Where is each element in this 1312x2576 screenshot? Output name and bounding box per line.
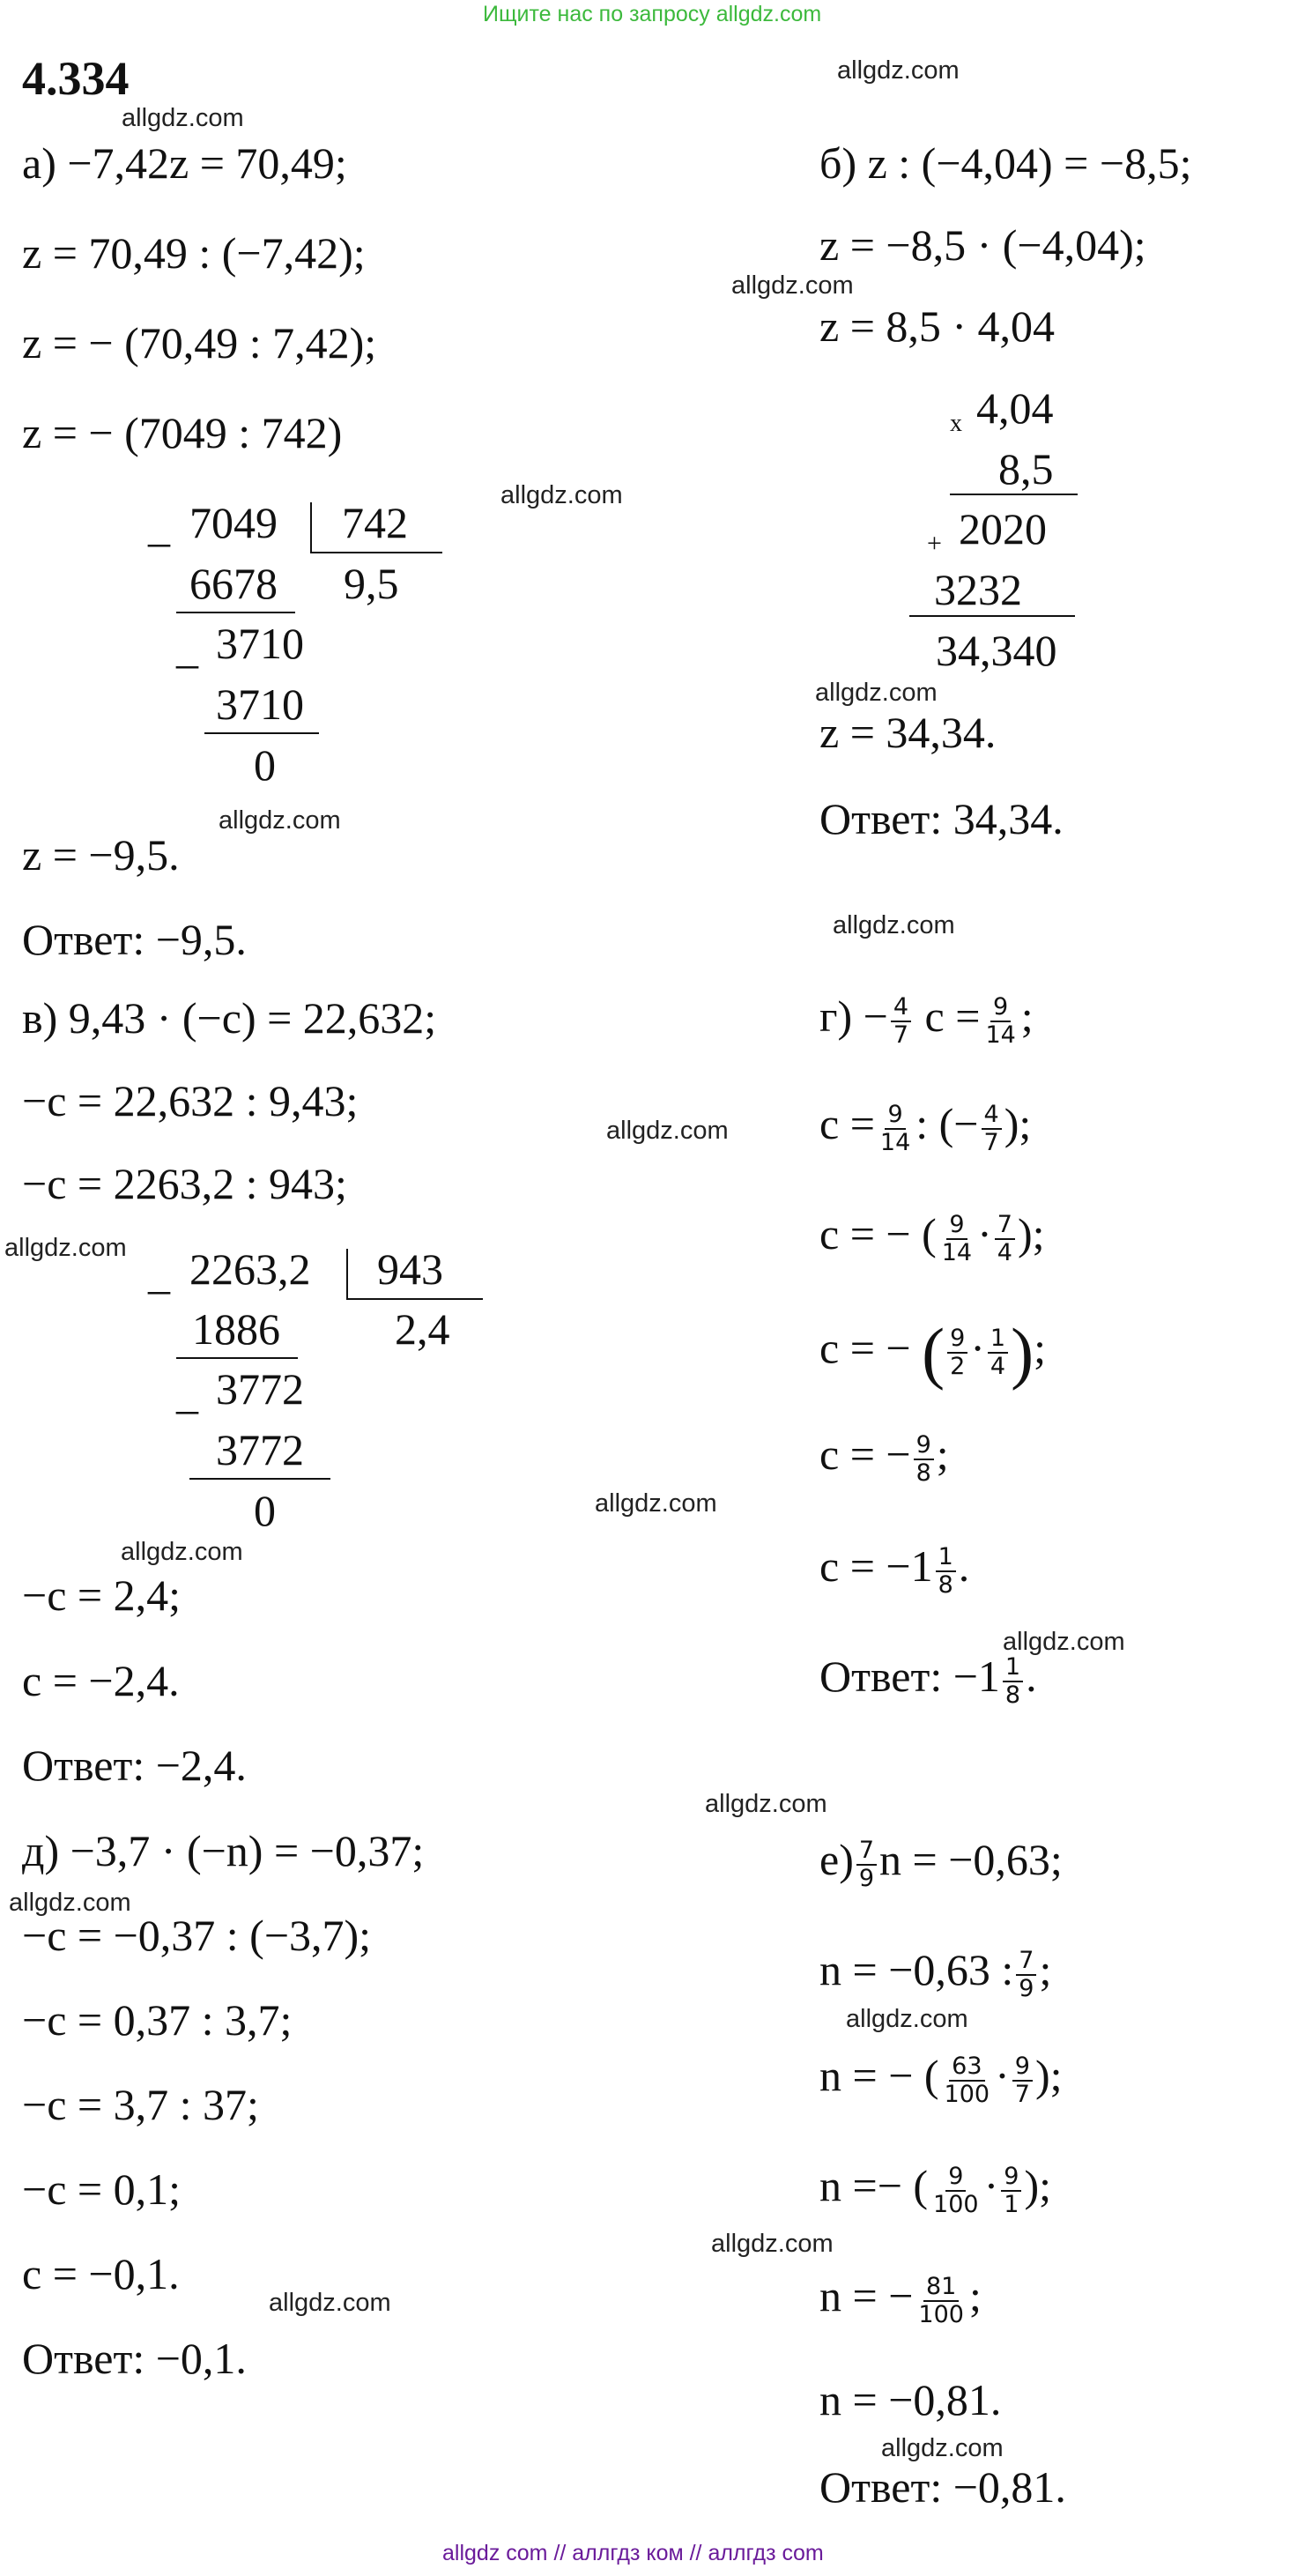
part-e-line2: n = −0,63 : $\frac{7}{9}$ ; xyxy=(819,1945,1052,2002)
divisor-underline xyxy=(310,552,442,553)
part-v-line3: −c = 2263,2 : 943; xyxy=(22,1159,347,1208)
watermark: allgdz.com xyxy=(4,1234,127,1262)
watermark: allgdz.com xyxy=(731,271,854,300)
fraction: $\frac{9}{8}$ xyxy=(914,1432,934,1486)
partial-product-2: 3232 xyxy=(934,565,1022,614)
part-e-answer: Ответ: −0,81. xyxy=(819,2462,1066,2512)
multiply-underline xyxy=(950,494,1078,495)
fraction: $\frac{7}{4}$ xyxy=(995,1212,1015,1266)
part-d-line4: −c = 3,7 : 37; xyxy=(22,2080,259,2129)
watermark: allgdz.com xyxy=(1003,1628,1125,1656)
fraction: $\frac{9}{14}$ xyxy=(985,993,1016,1049)
subtrahend-underline xyxy=(176,1357,298,1359)
final-remainder: 0 xyxy=(254,740,276,790)
fraction: $\frac{9}{2}$ xyxy=(947,1325,967,1379)
final-remainder: 0 xyxy=(254,1486,276,1535)
subtrahend-underline xyxy=(176,612,295,613)
part-g-line6: c = −1 $\frac{1}{8}$ . xyxy=(819,1541,970,1599)
watermark: allgdz.com xyxy=(595,1489,717,1518)
top-banner[interactable]: Ищите нас по запросу allgdz.com xyxy=(483,2,822,26)
fraction: $\frac{7}{9}$ xyxy=(856,1837,877,1891)
fraction: $\frac{9}{100}$ xyxy=(933,2163,979,2218)
divisor: 943 xyxy=(377,1244,443,1294)
fraction: $\frac{9}{14}$ xyxy=(879,1101,911,1156)
fraction: $\frac{9}{1}$ xyxy=(1001,2164,1021,2217)
part-g-line5: c = − $\frac{9}{8}$ ; xyxy=(819,1429,949,1487)
watermark: allgdz.com xyxy=(122,104,244,132)
part-d-line6: c = −0,1. xyxy=(22,2249,180,2298)
partial-product-1: 2020 xyxy=(959,504,1047,553)
part-a-line3: z = − (70,49 : 7,42); xyxy=(22,318,377,367)
watermark: allgdz.com xyxy=(9,1889,131,1917)
part-b-answer: Ответ: 34,34. xyxy=(819,794,1064,843)
part-v-line4: −c = 2,4; xyxy=(22,1570,181,1620)
part-e-line6: n = −0,81. xyxy=(819,2375,1002,2424)
watermark: allgdz.com xyxy=(219,806,341,835)
part-g-line3: c = − ( $\frac{9}{14}$ · $\frac{7}{4}$ ); xyxy=(819,1209,1045,1266)
part-e-line5: n = − $\frac{81}{100}$ ; xyxy=(819,2271,982,2328)
watermark: allgdz.com xyxy=(606,1117,729,1145)
part-d-answer: Ответ: −0,1. xyxy=(22,2334,247,2383)
factor-2: 8,5 xyxy=(998,444,1054,494)
fraction: $\frac{81}{100}$ xyxy=(918,2273,964,2328)
subtrahend: 6678 xyxy=(189,559,278,608)
minus-sign: _ xyxy=(148,501,170,551)
part-b-line1: б) z : (−4,04) = −8,5; xyxy=(819,138,1192,188)
fraction: $\frac{7}{9}$ xyxy=(1016,1948,1036,2001)
part-b-line2: z = −8,5 · (−4,04); xyxy=(819,220,1146,270)
minus-sign: _ xyxy=(176,1369,198,1418)
part-a-line4: z = − (7049 : 742) xyxy=(22,408,343,457)
plus-sign: + xyxy=(927,529,942,558)
watermark: allgdz.com xyxy=(833,911,955,939)
factor-1: 4,04 xyxy=(976,383,1054,433)
part-a-line2: z = 70,49 : (−7,42); xyxy=(22,228,366,278)
part-v-line2: −c = 22,632 : 9,43; xyxy=(22,1076,359,1125)
part-g-line1: г) − $\frac{4}{7}$ c = $\frac{9}{14}$ ; xyxy=(819,991,1034,1049)
part-b-line3: z = 8,5 · 4,04 xyxy=(819,301,1056,351)
part-v-line1: в) 9,43 · (−c) = 22,632; xyxy=(22,993,437,1043)
minus-sign: _ xyxy=(148,1249,170,1298)
fraction: $\frac{63}{100}$ xyxy=(944,2053,990,2108)
fraction: $\frac{1}{8}$ xyxy=(936,1544,956,1598)
product-result: 34,340 xyxy=(936,626,1057,675)
watermark: allgdz.com xyxy=(500,481,623,509)
fraction: $\frac{9}{7}$ xyxy=(1012,2053,1033,2107)
part-b-result: z = 34,34. xyxy=(819,708,997,757)
part-a-line1: а) −7,42z = 70,49; xyxy=(22,138,347,188)
watermark: allgdz.com xyxy=(705,1790,827,1818)
subtrahend: 3772 xyxy=(216,1425,304,1474)
fraction: $\frac{9}{14}$ xyxy=(941,1211,973,1266)
part-e-line3: n = − ( $\frac{63}{100}$ · $\frac{9}{7}$ ); xyxy=(819,2051,1063,2108)
watermark: allgdz.com xyxy=(815,679,938,707)
dividend: 7049 xyxy=(189,498,278,547)
subtrahend-underline xyxy=(204,732,319,734)
remainder: 3710 xyxy=(216,619,304,668)
quotient: 9,5 xyxy=(344,559,399,608)
subtrahend: 1886 xyxy=(192,1304,280,1354)
dividend: 2263,2 xyxy=(189,1244,311,1294)
part-a-result: z = −9,5. xyxy=(22,830,180,880)
task-number: 4.334 xyxy=(22,52,130,105)
divisor: 742 xyxy=(342,498,408,547)
part-e-line1: е) $\frac{7}{9}$ n = −0,63; xyxy=(819,1835,1063,1892)
divisor-underline xyxy=(346,1298,483,1300)
fraction: $\frac{1}{8}$ xyxy=(1003,1654,1023,1708)
division-bar xyxy=(310,502,312,553)
watermark: allgdz.com xyxy=(711,2230,834,2258)
watermark: allgdz.com xyxy=(837,56,960,85)
subtrahend: 3710 xyxy=(216,679,304,729)
subtrahend-underline xyxy=(189,1478,330,1480)
fraction: $\frac{4}{7}$ xyxy=(982,1102,1002,1155)
part-e-line4: n =− ( $\frac{9}{100}$ · $\frac{9}{1}$ ); xyxy=(819,2161,1051,2218)
part-d-line2: −c = −0,37 : (−3,7); xyxy=(22,1911,372,1960)
watermark: allgdz.com xyxy=(881,2434,1004,2462)
watermark: allgdz.com xyxy=(121,1538,243,1566)
part-d-line5: −c = 0,1; xyxy=(22,2164,181,2214)
minus-sign: _ xyxy=(176,623,198,672)
sum-underline xyxy=(909,615,1075,617)
part-g-line2: c = $\frac{9}{14}$ : (− $\frac{4}{7}$ ); xyxy=(819,1099,1032,1156)
watermark: allgdz.com xyxy=(269,2289,391,2317)
part-g-answer: Ответ: −1 $\frac{1}{8}$ . xyxy=(819,1652,1037,1709)
multiply-sign: x xyxy=(950,410,962,437)
fraction: $\frac{1}{4}$ xyxy=(988,1325,1008,1379)
bottom-banner[interactable]: allgdz com // аллгдз ком // аллгдз com xyxy=(442,2541,824,2565)
fraction: $\frac{4}{7}$ xyxy=(891,994,911,1048)
part-v-line5: c = −2,4. xyxy=(22,1656,180,1705)
part-g-line4: c = − ( $\frac{9}{2}$ · $\frac{1}{4}$ ); xyxy=(819,1314,1046,1391)
watermark: allgdz.com xyxy=(846,2005,968,2033)
part-a-answer: Ответ: −9,5. xyxy=(22,915,247,964)
division-bar xyxy=(346,1249,348,1300)
remainder: 3772 xyxy=(216,1364,304,1414)
quotient: 2,4 xyxy=(395,1304,450,1354)
part-d-line3: −c = 0,37 : 3,7; xyxy=(22,1995,293,2045)
part-v-answer: Ответ: −2,4. xyxy=(22,1741,247,1790)
part-d-line1: д) −3,7 · (−n) = −0,37; xyxy=(22,1826,425,1875)
